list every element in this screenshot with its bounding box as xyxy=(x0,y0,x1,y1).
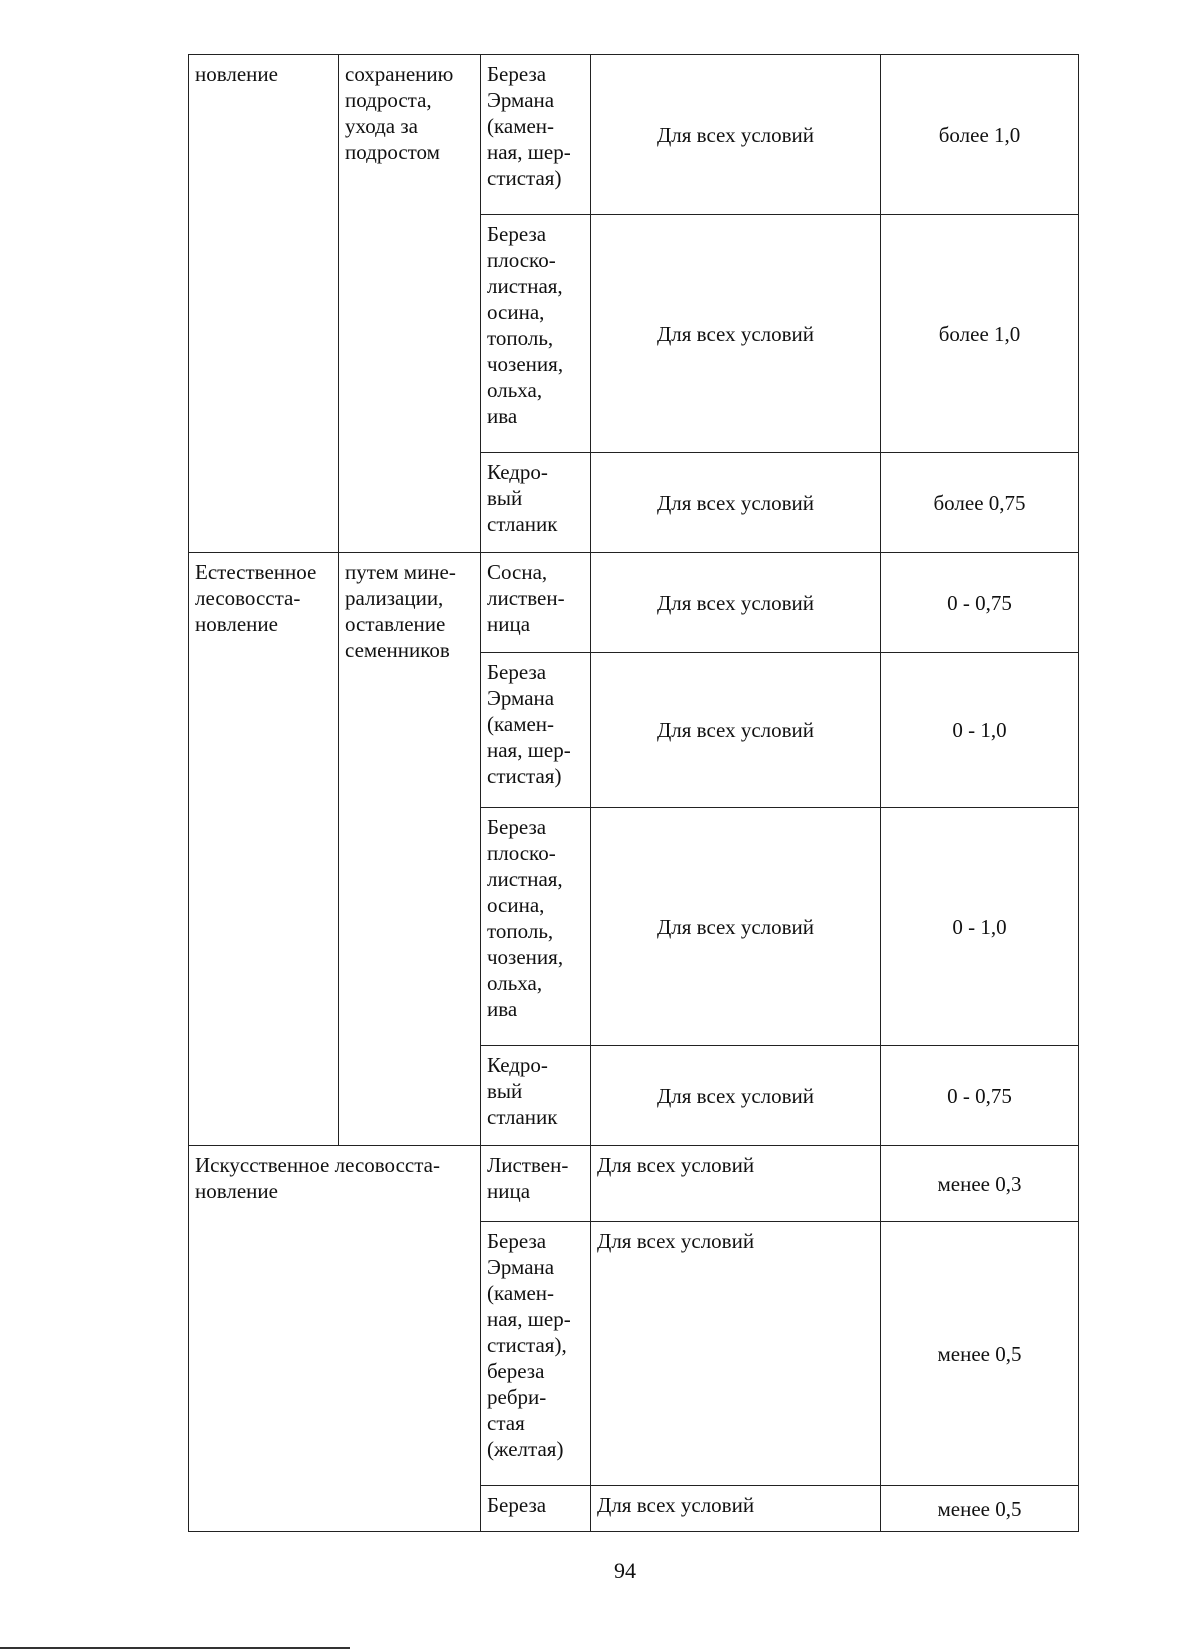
species-cell: Кедро- вый стланик xyxy=(481,1046,591,1146)
table-row xyxy=(189,55,1079,215)
conditions-cell: Для всех условий xyxy=(591,453,881,553)
value-cell: более 1,0 xyxy=(881,55,1079,215)
table-row xyxy=(189,1146,1079,1222)
conditions-cell: Для всех условий xyxy=(591,653,881,808)
value-cell: менее 0,5 xyxy=(881,1486,1079,1532)
method-cell: новление xyxy=(189,55,339,553)
species-cell: Береза плоско- листная, осина, тополь, чозения, ольха, ива xyxy=(481,215,591,453)
species-cell: Листвен- ница xyxy=(481,1146,591,1222)
value-cell: менее 0,3 xyxy=(881,1146,1079,1222)
species-cell: Береза Эрмана (камен- ная, шер- стистая), береза ребри- стая (желтая) xyxy=(481,1222,591,1486)
species-cell: Сосна, листвен- ница xyxy=(481,553,591,653)
conditions-cell: Для всех условий xyxy=(591,1046,881,1146)
value-cell: менее 0,5 xyxy=(881,1222,1079,1486)
conditions-cell: Для всех условий xyxy=(591,1486,881,1532)
page-number: 94 xyxy=(614,1558,636,1583)
value-cell: более 1,0 xyxy=(881,215,1079,453)
value-cell: 0 - 0,75 xyxy=(881,553,1079,653)
conditions-cell: Для всех условий xyxy=(591,808,881,1046)
method-cell: Естественное лесовосста-новление xyxy=(189,553,339,1146)
conditions-cell: Для всех условий xyxy=(591,215,881,453)
conditions-cell: Для всех условий xyxy=(591,55,881,215)
species-cell: Береза Эрмана (камен- ная, шер- стистая) xyxy=(481,55,591,215)
regeneration-table xyxy=(188,54,1079,1532)
conditions-cell: Для всех условий xyxy=(591,553,881,653)
species-cell: Береза плоско- листная, осина, тополь, чозения, ольха, ива xyxy=(481,808,591,1046)
value-cell: 0 - 0,75 xyxy=(881,1046,1079,1146)
technique-cell: сохранению подроста, ухода за подростом xyxy=(339,55,481,553)
species-cell: Береза Эрмана (камен- ная, шер- стистая) xyxy=(481,653,591,808)
conditions-cell: Для всех условий xyxy=(591,1222,881,1486)
species-cell: Береза xyxy=(481,1486,591,1532)
conditions-cell: Для всех условий xyxy=(591,1146,881,1222)
table-row xyxy=(189,553,1079,653)
footer-rule xyxy=(0,1647,350,1649)
value-cell: более 0,75 xyxy=(881,453,1079,553)
value-cell: 0 - 1,0 xyxy=(881,808,1079,1046)
technique-cell: путем мине-рализации, оставление семенников xyxy=(339,553,481,1146)
species-cell: Кедро- вый стланик xyxy=(481,453,591,553)
method-cell: Искусственное лесовосста-новление xyxy=(189,1146,481,1532)
value-cell: 0 - 1,0 xyxy=(881,653,1079,808)
